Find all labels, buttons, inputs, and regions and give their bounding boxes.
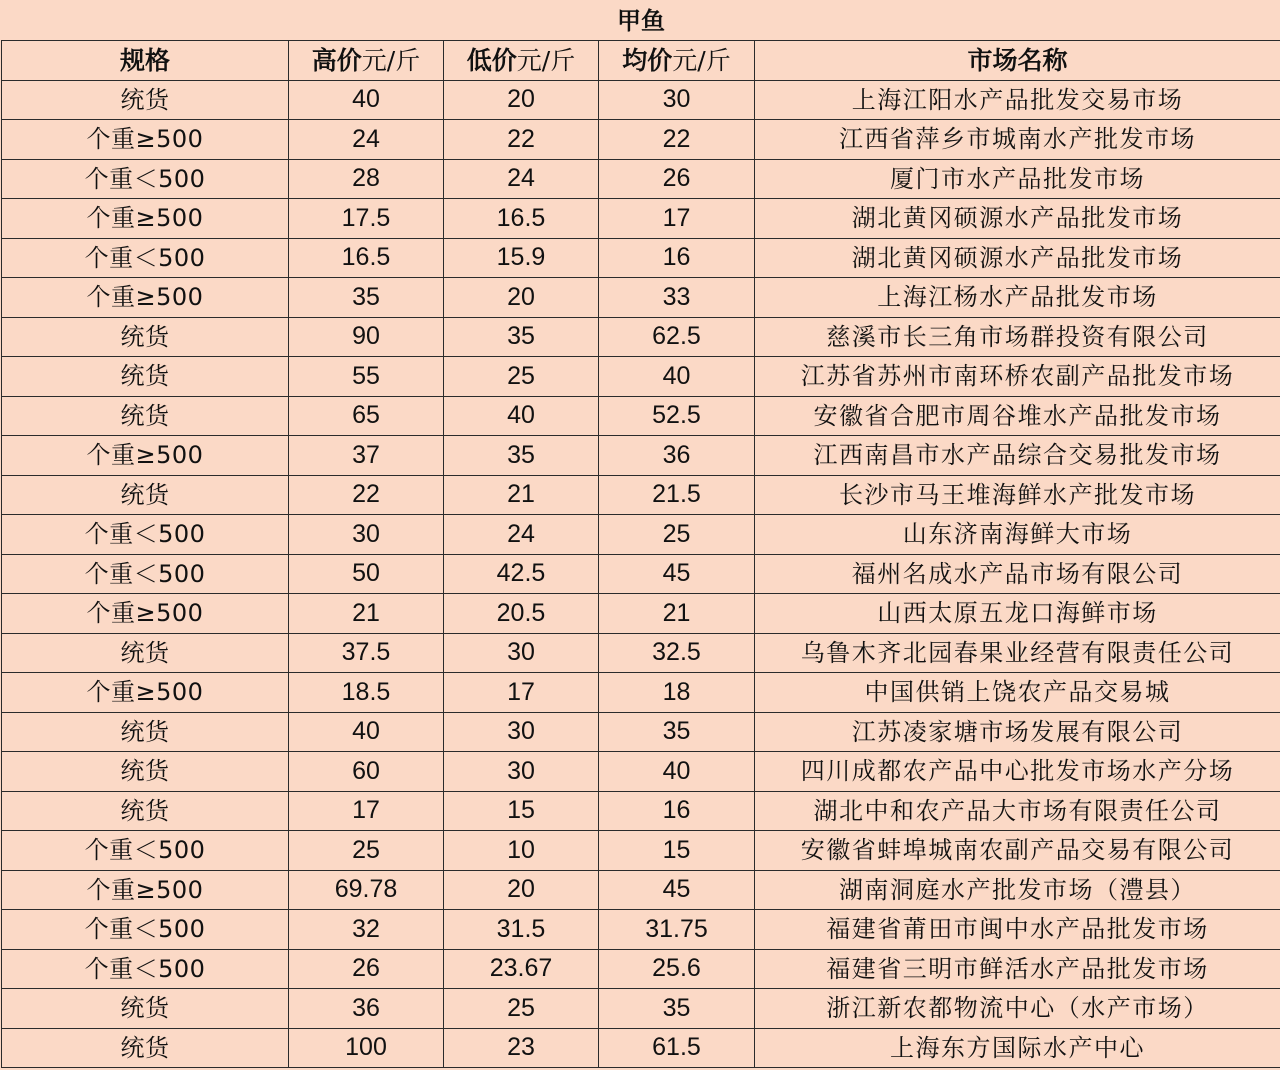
market-name-cell[interactable]: 四川成都农产品中心批发市场水产分场 xyxy=(755,752,1280,792)
low-price-cell[interactable]: 30 xyxy=(444,752,599,792)
table-row xyxy=(2,199,1280,239)
spec-cell[interactable]: 个重≥500 xyxy=(2,594,289,634)
header-spec[interactable]: 规格 xyxy=(2,41,289,81)
table-row xyxy=(2,554,1280,594)
spec-cell[interactable]: 个重＜500 xyxy=(2,238,289,278)
spec-cell[interactable]: 统货 xyxy=(2,752,289,792)
market-name-cell[interactable]: 厦门市水产品批发市场 xyxy=(755,159,1280,199)
table-row xyxy=(2,317,1280,357)
avg-price-cell[interactable]: 40 xyxy=(599,357,755,397)
high-price-cell[interactable]: 16.5 xyxy=(289,238,444,278)
table-row xyxy=(2,989,1280,1029)
spec-cell[interactable]: 个重＜500 xyxy=(2,831,289,871)
header-market-name[interactable]: 市场名称 xyxy=(755,41,1280,81)
low-price-cell[interactable]: 17 xyxy=(444,673,599,713)
avg-price-cell[interactable]: 35 xyxy=(599,712,755,752)
table-header-row xyxy=(2,41,1280,81)
table-row xyxy=(2,475,1280,515)
table-row xyxy=(2,831,1280,871)
avg-price-cell[interactable]: 16 xyxy=(599,238,755,278)
spec-cell[interactable]: 统货 xyxy=(2,791,289,831)
low-price-cell[interactable]: 25 xyxy=(444,989,599,1029)
high-price-cell[interactable]: 50 xyxy=(289,554,444,594)
low-price-cell[interactable]: 35 xyxy=(444,317,599,357)
avg-price-cell[interactable]: 25 xyxy=(599,515,755,555)
avg-price-cell[interactable]: 21.5 xyxy=(599,475,755,515)
high-price-cell[interactable]: 21 xyxy=(289,594,444,634)
spec-cell[interactable]: 统货 xyxy=(2,357,289,397)
avg-price-cell[interactable]: 61.5 xyxy=(599,1028,755,1068)
table-row xyxy=(2,910,1280,950)
high-price-cell[interactable]: 28 xyxy=(289,159,444,199)
low-price-cell[interactable]: 42.5 xyxy=(444,554,599,594)
header-high-unit: 元/斤 xyxy=(361,45,421,75)
table-row xyxy=(2,1028,1280,1068)
avg-price-cell[interactable]: 18 xyxy=(599,673,755,713)
spec-cell[interactable]: 个重＜500 xyxy=(2,515,289,555)
avg-price-cell[interactable]: 45 xyxy=(599,870,755,910)
low-price-cell[interactable]: 16.5 xyxy=(444,199,599,239)
high-price-cell[interactable]: 65 xyxy=(289,396,444,436)
table-row xyxy=(2,791,1280,831)
market-name-cell[interactable]: 山西太原五龙口海鲜市场 xyxy=(755,594,1280,634)
spec-cell[interactable]: 统货 xyxy=(2,1028,289,1068)
spec-cell[interactable]: 个重≥500 xyxy=(2,870,289,910)
high-price-cell[interactable]: 26 xyxy=(289,949,444,989)
market-name-cell[interactable]: 江西南昌市水产品综合交易批发市场 xyxy=(755,436,1280,476)
table-row xyxy=(2,594,1280,634)
low-price-cell[interactable]: 25 xyxy=(444,357,599,397)
high-price-cell[interactable]: 22 xyxy=(289,475,444,515)
low-price-cell[interactable]: 10 xyxy=(444,831,599,871)
spec-cell[interactable]: 统货 xyxy=(2,633,289,673)
spec-cell[interactable]: 统货 xyxy=(2,989,289,1029)
header-low-label: 低价 xyxy=(466,45,517,75)
high-price-cell[interactable]: 32 xyxy=(289,910,444,950)
spec-cell[interactable]: 统货 xyxy=(2,317,289,357)
avg-price-cell[interactable]: 45 xyxy=(599,554,755,594)
header-avg-price[interactable] xyxy=(599,41,755,81)
spec-cell[interactable]: 统货 xyxy=(2,80,289,120)
avg-price-cell[interactable]: 52.5 xyxy=(599,396,755,436)
avg-price-cell[interactable]: 32.5 xyxy=(599,633,755,673)
market-name-cell[interactable]: 安徽省合肥市周谷堆水产品批发市场 xyxy=(755,396,1280,436)
high-price-cell[interactable]: 37 xyxy=(289,436,444,476)
market-name-cell[interactable]: 湖南洞庭水产批发市场（澧县） xyxy=(755,870,1280,910)
avg-price-cell[interactable]: 36 xyxy=(599,436,755,476)
avg-price-cell[interactable]: 22 xyxy=(599,120,755,160)
spec-cell[interactable]: 个重≥500 xyxy=(2,673,289,713)
table-row xyxy=(2,436,1280,476)
market-name-cell[interactable]: 江苏省苏州市南环桥农副产品批发市场 xyxy=(755,357,1280,397)
high-price-cell[interactable]: 35 xyxy=(289,278,444,318)
table-title[interactable]: 甲鱼 xyxy=(2,1,1280,41)
market-name-cell[interactable]: 浙江新农都物流中心（水产市场） xyxy=(755,989,1280,1029)
market-name-cell[interactable]: 湖北中和农产品大市场有限责任公司 xyxy=(755,791,1280,831)
header-high-label: 高价 xyxy=(311,45,362,75)
table-row xyxy=(2,357,1280,397)
table-row xyxy=(2,80,1280,120)
market-name-cell[interactable]: 湖北黄冈硕源水产品批发市场 xyxy=(755,238,1280,278)
spec-cell[interactable]: 个重≥500 xyxy=(2,199,289,239)
low-price-cell[interactable]: 23.67 xyxy=(444,949,599,989)
table-row xyxy=(2,673,1280,713)
market-name-cell[interactable]: 安徽省蚌埠城南农副产品交易有限公司 xyxy=(755,831,1280,871)
table-row xyxy=(2,278,1280,318)
spec-cell[interactable]: 个重≥500 xyxy=(2,436,289,476)
high-price-cell[interactable]: 36 xyxy=(289,989,444,1029)
low-price-cell[interactable]: 15.9 xyxy=(444,238,599,278)
table-row xyxy=(2,515,1280,555)
spec-cell[interactable]: 个重≥500 xyxy=(2,120,289,160)
spec-cell[interactable]: 个重＜500 xyxy=(2,159,289,199)
header-low-price[interactable] xyxy=(444,41,599,81)
market-name-cell[interactable]: 中国供销上饶农产品交易城 xyxy=(755,673,1280,713)
table-row xyxy=(2,120,1280,160)
high-price-cell[interactable]: 40 xyxy=(289,80,444,120)
header-avg-label: 均价 xyxy=(622,45,673,75)
table-row xyxy=(2,396,1280,436)
market-name-cell[interactable]: 湖北黄冈硕源水产品批发市场 xyxy=(755,199,1280,239)
avg-price-cell[interactable]: 26 xyxy=(599,159,755,199)
spec-cell[interactable]: 统货 xyxy=(2,712,289,752)
avg-price-cell[interactable]: 30 xyxy=(599,80,755,120)
header-avg-unit: 元/斤 xyxy=(672,45,731,75)
spec-cell[interactable]: 统货 xyxy=(2,475,289,515)
avg-price-cell[interactable]: 62.5 xyxy=(599,317,755,357)
market-name-cell[interactable]: 福建省三明市鲜活水产品批发市场 xyxy=(755,949,1280,989)
high-price-cell[interactable]: 18.5 xyxy=(289,673,444,713)
market-name-cell[interactable]: 上海江阳水产品批发交易市场 xyxy=(755,80,1280,120)
market-name-cell[interactable]: 上海江杨水产品批发市场 xyxy=(755,278,1280,318)
high-price-cell[interactable]: 17 xyxy=(289,791,444,831)
header-high-price[interactable] xyxy=(289,41,444,81)
avg-price-cell[interactable]: 15 xyxy=(599,831,755,871)
header-low-unit: 元/斤 xyxy=(516,45,576,75)
high-price-cell[interactable]: 25 xyxy=(289,831,444,871)
low-price-cell[interactable]: 24 xyxy=(444,159,599,199)
spec-cell[interactable]: 个重＜500 xyxy=(2,554,289,594)
high-price-cell[interactable]: 37.5 xyxy=(289,633,444,673)
avg-price-cell[interactable]: 17 xyxy=(599,199,755,239)
table-row xyxy=(2,949,1280,989)
low-price-cell[interactable]: 23 xyxy=(444,1028,599,1068)
table-row xyxy=(2,712,1280,752)
low-price-cell[interactable]: 24 xyxy=(444,515,599,555)
market-name-cell[interactable]: 福州名成水产品市场有限公司 xyxy=(755,554,1280,594)
table-row xyxy=(2,633,1280,673)
table-body xyxy=(2,80,1280,1068)
avg-price-cell[interactable]: 35 xyxy=(599,989,755,1029)
spec-cell[interactable]: 个重＜500 xyxy=(2,949,289,989)
avg-price-cell[interactable]: 16 xyxy=(599,791,755,831)
high-price-cell[interactable]: 90 xyxy=(289,317,444,357)
low-price-cell[interactable]: 21 xyxy=(444,475,599,515)
spec-cell[interactable]: 个重≥500 xyxy=(2,278,289,318)
low-price-cell[interactable]: 20 xyxy=(444,278,599,318)
market-name-cell[interactable]: 江苏凌家塘市场发展有限公司 xyxy=(755,712,1280,752)
market-name-cell[interactable]: 长沙市马王堆海鲜水产批发市场 xyxy=(755,475,1280,515)
low-price-cell[interactable]: 22 xyxy=(444,120,599,160)
low-price-cell[interactable]: 20 xyxy=(444,870,599,910)
high-price-cell[interactable]: 69.78 xyxy=(289,870,444,910)
table-row xyxy=(2,238,1280,278)
high-price-cell[interactable]: 24 xyxy=(289,120,444,160)
low-price-cell[interactable]: 35 xyxy=(444,436,599,476)
market-name-cell[interactable]: 乌鲁木齐北园春果业经营有限责任公司 xyxy=(755,633,1280,673)
low-price-cell[interactable]: 20.5 xyxy=(444,594,599,634)
avg-price-cell[interactable]: 40 xyxy=(599,752,755,792)
low-price-cell[interactable]: 15 xyxy=(444,791,599,831)
table-row xyxy=(2,870,1280,910)
spec-cell[interactable]: 统货 xyxy=(2,396,289,436)
high-price-cell[interactable]: 55 xyxy=(289,357,444,397)
spec-cell[interactable]: 个重＜500 xyxy=(2,910,289,950)
low-price-cell[interactable]: 40 xyxy=(444,396,599,436)
low-price-cell[interactable]: 30 xyxy=(444,712,599,752)
high-price-cell[interactable]: 100 xyxy=(289,1028,444,1068)
market-name-cell[interactable]: 福建省莆田市闽中水产品批发市场 xyxy=(755,910,1280,950)
market-name-cell[interactable]: 江西省萍乡市城南水产批发市场 xyxy=(755,120,1280,160)
table-row xyxy=(2,752,1280,792)
market-name-cell[interactable]: 慈溪市长三角市场群投资有限公司 xyxy=(755,317,1280,357)
avg-price-cell[interactable]: 33 xyxy=(599,278,755,318)
high-price-cell[interactable]: 60 xyxy=(289,752,444,792)
low-price-cell[interactable]: 31.5 xyxy=(444,910,599,950)
market-name-cell[interactable]: 山东济南海鲜大市场 xyxy=(755,515,1280,555)
high-price-cell[interactable]: 40 xyxy=(289,712,444,752)
market-name-cell[interactable]: 上海东方国际水产中心 xyxy=(755,1028,1280,1068)
high-price-cell[interactable]: 17.5 xyxy=(289,199,444,239)
price-table xyxy=(1,0,1280,1068)
table-title-row xyxy=(2,1,1280,41)
avg-price-cell[interactable]: 31.75 xyxy=(599,910,755,950)
table-row xyxy=(2,159,1280,199)
avg-price-cell[interactable]: 21 xyxy=(599,594,755,634)
high-price-cell[interactable]: 30 xyxy=(289,515,444,555)
low-price-cell[interactable]: 20 xyxy=(444,80,599,120)
low-price-cell[interactable]: 30 xyxy=(444,633,599,673)
avg-price-cell[interactable]: 25.6 xyxy=(599,949,755,989)
